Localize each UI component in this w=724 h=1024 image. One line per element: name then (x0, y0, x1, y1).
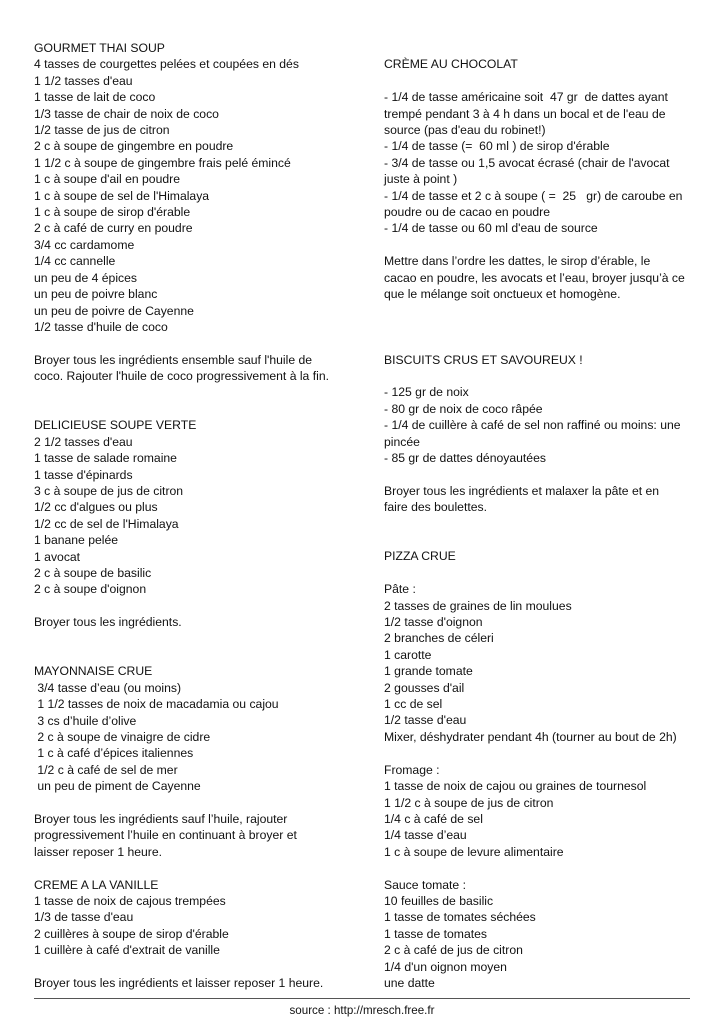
text-line: 2 c à soupe de basilic (34, 565, 152, 580)
text-line: 1 1/2 c à soupe de jus de citron (384, 795, 554, 810)
text-line: DELICIEUSE SOUPE VERTE (34, 418, 197, 433)
text-line: 2 c à café de jus de citron (384, 943, 523, 958)
text-line: 1 1/2 tasses d'eau (34, 73, 133, 88)
text-line: - 1/4 de tasse (= 60 ml ) de sirop d'érable (384, 139, 610, 154)
text-line: - 125 gr de noix (384, 385, 469, 400)
text-line: 1 c à soupe de sel de l'Himalaya (34, 188, 210, 203)
text-line: - 3/4 de tasse ou 1,5 avocat écrasé (chair de l'avocat (384, 155, 670, 170)
text-line: 1 1/2 c à soupe de gingembre frais pelé émincé (34, 155, 291, 170)
text-line (384, 565, 698, 581)
text-line (384, 73, 698, 89)
text-line: 1/2 cc d'algues ou plus (34, 500, 158, 515)
text-line: 1 1/2 tasses de noix de macadamia ou cajou (34, 697, 279, 712)
text-line (384, 40, 698, 56)
text-line (384, 516, 698, 532)
text-line: PIZZA CRUE (384, 549, 456, 564)
text-line: Broyer tous les ingrédients sauf l’huile, rajouter (34, 811, 288, 826)
text-line: 1/2 c à café de sel de mer (34, 762, 178, 777)
text-line: juste à point ) (384, 172, 458, 187)
text-line (384, 319, 698, 335)
text-line: CREME A LA VANILLE (34, 877, 159, 892)
text-line: pincée (384, 434, 420, 449)
text-line: 3 c à soupe de jus de citron (34, 483, 184, 498)
text-line: 2 c à soupe de gingembre en poudre (34, 139, 234, 154)
text-line: 1 tasse de noix de cajous trempées (34, 894, 226, 908)
text-line: 1 tasse de noix de cajou ou graines de tournesol (384, 779, 647, 794)
text-line: 4 tasses de courgettes pelées et coupées en dés (34, 57, 299, 72)
text-line: poudre ou de cacao en poudre (384, 205, 551, 220)
footer-divider (34, 998, 690, 999)
text-line (384, 335, 698, 351)
text-line: 1 banane pelée (34, 533, 119, 548)
recipe-column-left (34, 40, 352, 991)
footer-source: source : http://mresch.free.fr (289, 1004, 435, 1017)
text-line: un peu de poivre de Cayenne (34, 303, 194, 318)
text-line: Mettre dans l’ordre les dattes, le sirop d’érable, le (384, 254, 651, 269)
text-line: 1/4 c à café de sel (384, 811, 483, 826)
text-line (384, 368, 698, 384)
text-line: un peu de 4 épices (34, 270, 137, 285)
text-line: Broyer tous les ingrédients. (34, 615, 182, 630)
text-line: 1/2 tasse d'eau (384, 713, 467, 728)
text-line: 2 gousses d'ail (384, 680, 465, 695)
text-line: Pâte : (384, 582, 416, 597)
text-line: 1/2 tasse d'huile de coco (34, 319, 168, 334)
text-line: 2 cuillères à soupe de sirop d'érable (34, 926, 229, 941)
text-line: Mixer, déshydrater pendant 4h (tourner au bout de 2h) (384, 729, 677, 744)
text-line: 3 cs d’huile d’olive (34, 713, 137, 728)
text-line: - 1/4 de tasse ou 60 ml d'eau de source (384, 221, 598, 236)
text-line: que le mélange soit onctueux et homogène. (384, 287, 621, 302)
text-line: 1 cuillère à café d'extrait de vanille (34, 943, 220, 958)
text-line: 1 tasse de tomates (384, 926, 487, 941)
text-line: - 85 gr de dattes dénoyautées (384, 451, 546, 466)
text-line: 3/4 cc cardamome (34, 237, 135, 252)
text-line: 2 c à soupe de vinaigre de cidre (34, 729, 211, 744)
text-line (384, 860, 698, 876)
text-line: une datte (384, 975, 435, 990)
text-line: laisser reposer 1 heure. (34, 844, 163, 859)
text-line (34, 647, 352, 663)
text-line (34, 385, 352, 401)
text-line: - 80 gr de noix de coco râpée (384, 401, 543, 416)
text-line (384, 302, 698, 318)
text-line (384, 237, 698, 253)
text-line: GOURMET THAI SOUP (34, 41, 165, 55)
text-line: trempé pendant 3 à 4 h dans un bocal et de l'eau de (384, 106, 666, 121)
text-line: 1 tasse de lait de coco (34, 90, 156, 105)
text-line: 1 c à café d’épices italiennes (34, 746, 194, 761)
text-line: 1 grande tomate (384, 664, 473, 679)
text-line: 2 branches de céleri (384, 631, 494, 646)
text-line: 1 carotte (384, 647, 432, 662)
text-line: Sauce tomate : (384, 877, 466, 892)
text-line: 1/2 cc de sel de l'Himalaya (34, 516, 179, 531)
text-line: coco. Rajouter l'huile de coco progressivement à la fin. (34, 369, 329, 384)
text-line: 1/4 d'un oignon moyen (384, 959, 507, 974)
text-line: MAYONNAISE CRUE (34, 664, 153, 679)
text-line: 1 avocat (34, 549, 81, 564)
text-line: 1 cc de sel (384, 697, 443, 712)
text-line: CRÈME AU CHOCOLAT (384, 57, 518, 72)
text-line (384, 532, 698, 548)
text-line (34, 959, 352, 975)
text-line: 1 c à soupe de sirop d'érable (34, 205, 191, 220)
text-line: 1 c à soupe d'ail en poudre (34, 172, 180, 187)
text-line: 1 tasse de salade romaine (34, 451, 177, 466)
text-line (384, 466, 698, 482)
text-line: 1/2 tasse de jus de citron (34, 123, 170, 138)
text-line (34, 401, 352, 417)
text-line (384, 745, 698, 761)
text-line: 1/3 de tasse d'eau (34, 910, 134, 925)
text-line: - 1/4 de tasse américaine soit 47 gr de dattes ayant (384, 90, 668, 105)
text-line: 1/4 tasse d’eau (384, 828, 467, 843)
text-line (34, 795, 352, 811)
text-line (34, 598, 352, 614)
text-line: cacao en poudre, les avocats et l’eau, broyer jusqu’à ce (384, 270, 685, 285)
text-line: un peu de poivre blanc (34, 287, 158, 302)
text-line: progressivement l’huile en continuant à broyer et (34, 828, 297, 843)
text-line: 1 c à soupe de levure alimentaire (384, 844, 564, 859)
text-line (34, 631, 352, 647)
text-line: Broyer tous les ingrédients et laisser reposer 1 heure. (34, 976, 324, 991)
text-line: - 1/4 de tasse et 2 c à soupe ( = 25 gr) de caroube en (384, 188, 683, 203)
text-line: 1/2 tasse d'oignon (384, 615, 483, 630)
text-line: - 1/4 de cuillère à café de sel non raffiné ou moins: une (384, 418, 681, 433)
text-line: Broyer tous les ingrédients et malaxer la pâte et en (384, 483, 660, 498)
recipe-column-right (384, 40, 698, 991)
text-line: BISCUITS CRUS ET SAVOUREUX ! (384, 352, 583, 367)
text-line: 10 feuilles de basilic (384, 893, 494, 908)
text-line: Fromage : (384, 762, 440, 777)
text-line: faire des boulettes. (384, 500, 487, 515)
text-line: un peu de piment de Cayenne (34, 779, 201, 794)
text-line: 1 tasse de tomates séchées (384, 910, 536, 925)
text-line: 2 1/2 tasses d'eau (34, 434, 133, 449)
text-line: 2 c à café de curry en poudre (34, 221, 193, 236)
text-line: 3/4 tasse d’eau (ou moins) (34, 680, 182, 695)
text-line (34, 860, 352, 876)
text-line: 1/4 cc cannelle (34, 254, 116, 269)
text-line: 1/3 tasse de chair de noix de coco (34, 106, 219, 121)
text-line: 1 tasse d'épinards (34, 467, 133, 482)
text-line: Broyer tous les ingrédients ensemble sauf l'huile de (34, 352, 313, 367)
text-line: 2 tasses de graines de lin moulues (384, 598, 572, 613)
text-line: source (pas d'eau du robinet!) (384, 123, 546, 137)
text-line: 2 c à soupe d'oignon (34, 582, 147, 597)
text-line (34, 335, 352, 351)
